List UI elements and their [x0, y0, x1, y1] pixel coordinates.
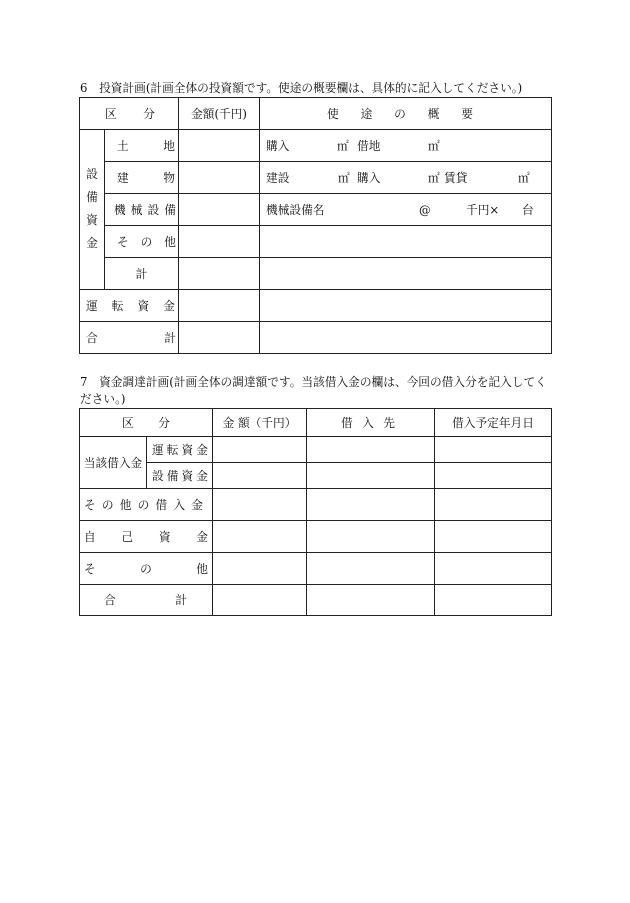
machinery-usage-name: 機械設備名 [266, 202, 325, 217]
funding-header-date-cell [434, 408, 552, 437]
other-funding-amount-cell [212, 552, 307, 585]
header-usage-cell [259, 97, 552, 130]
land-usage-cell [259, 129, 552, 162]
machinery-amount-cell [178, 193, 260, 226]
working-capital-label: 運 転 資 金 [86, 298, 175, 313]
land-usage-unit-sqm: ㎡ [337, 138, 349, 153]
equipment-subtotal-usage-cell [259, 257, 552, 290]
funding-header-amount-cell [212, 408, 307, 437]
machinery-usage-unit-count: 台 [522, 202, 534, 217]
own-funds-date-cell [434, 520, 552, 553]
building-label: 建 物 [117, 170, 175, 185]
land-usage-lease: 借地 [357, 138, 381, 153]
current-loan-working-capital-amount-cell [212, 436, 307, 463]
land-usage-purchase: 購入 [266, 138, 290, 153]
funding-header-category-label: 区 分 [122, 415, 170, 430]
equipment-funds-group-cell [79, 129, 105, 290]
equipment-funds-label: 設 備 資 金 [86, 167, 98, 250]
funding-total-date-cell [434, 584, 552, 616]
other-funding-label-cell [79, 552, 213, 585]
current-loan-equipment-funds-amount-cell [212, 462, 307, 489]
other-loans-date-cell [434, 488, 552, 521]
building-usage-cell [259, 161, 552, 194]
funding-total-amount-cell [212, 584, 307, 616]
land-usage-unit-sqm-2: ㎡ [428, 138, 440, 153]
header-category-cell [79, 97, 179, 130]
building-usage-rent: 賃貸 [444, 170, 468, 185]
section-6-heading: 6 投資計画(計画全体の投資額です。使途の概要欄は、具体的に記入してください。) [80, 81, 523, 95]
other-funding-date-cell [434, 552, 552, 585]
other-equipment-label: そ の 他 [117, 234, 176, 249]
current-loan-working-capital-lender-cell [306, 436, 435, 463]
funding-total-label: 合 計 [104, 593, 187, 607]
current-loan-label: 当該借入金 [83, 455, 143, 470]
other-equipment-amount-cell [178, 225, 260, 258]
equipment-subtotal-label-cell [104, 257, 179, 290]
funding-header-lender-cell [306, 408, 435, 437]
other-loans-amount-cell [212, 488, 307, 521]
other-loans-label-cell [79, 488, 213, 521]
section-7-heading-line-2: ださい。) [80, 392, 126, 406]
investment-total-usage-cell [259, 321, 552, 354]
other-funding-lender-cell [306, 552, 435, 585]
equipment-subtotal-amount-cell [178, 257, 260, 290]
building-usage-construction: 建設 [266, 170, 290, 185]
funding-header-date-label: 借入予定年月日 [452, 415, 534, 430]
land-label: 土 地 [117, 138, 175, 153]
other-equipment-label-cell [104, 225, 179, 258]
current-loan-working-capital-date-cell [434, 436, 552, 463]
header-amount-cell [178, 97, 260, 130]
equipment-subtotal-label: 計 [135, 266, 148, 281]
funding-total-label-cell [79, 584, 213, 616]
current-loan-equipment-funds-cell [146, 462, 213, 489]
working-capital-usage-cell [259, 289, 552, 322]
funding-total-lender-cell [306, 584, 435, 616]
building-usage-unit-sqm: ㎡ [338, 170, 350, 185]
working-capital-label-cell [79, 289, 179, 322]
other-funding-label: そ の 他 [84, 561, 208, 576]
machinery-label: 機 械 設 備 [114, 202, 176, 217]
funding-header-lender-label: 借 入 先 [341, 415, 395, 430]
other-equipment-usage-cell [259, 225, 552, 258]
header-category-label: 区 分 [105, 106, 155, 121]
current-loan-group-cell [79, 436, 147, 489]
machinery-usage-at-sign: @ [419, 202, 431, 217]
machinery-label-cell [104, 193, 179, 226]
header-amount-label: 金額(千円) [191, 106, 247, 121]
funding-header-amount-label: 金 額（千円） [222, 415, 297, 430]
investment-total-amount-cell [178, 321, 260, 354]
investment-total-label: 合 計 [86, 330, 176, 345]
building-usage-unit-sqm-2: ㎡ [428, 170, 440, 185]
own-funds-label-cell [79, 520, 213, 553]
header-usage-label: 使 途 の 概 要 [327, 106, 473, 121]
own-funds-amount-cell [212, 520, 307, 553]
building-usage-unit-sqm-3: ㎡ [518, 170, 530, 185]
machinery-usage-cell [259, 193, 552, 226]
own-funds-label: 自 己 資 金 [84, 529, 208, 544]
current-loan-working-capital-label: 運 転 資 金 [152, 442, 208, 457]
other-loans-lender-cell [306, 488, 435, 521]
funding-header-category-cell [79, 408, 213, 437]
machinery-usage-unit-price: 千円× [466, 202, 500, 217]
current-loan-equipment-funds-lender-cell [306, 462, 435, 489]
current-loan-equipment-funds-date-cell [434, 462, 552, 489]
building-label-cell [104, 161, 179, 194]
working-capital-amount-cell [178, 289, 260, 322]
own-funds-lender-cell [306, 520, 435, 553]
current-loan-equipment-funds-label: 設 備 資 金 [152, 468, 208, 483]
land-amount-cell [178, 129, 260, 162]
investment-total-label-cell [79, 321, 179, 354]
section-7-heading-line-1: 7 資金調達計画(計画全体の調達額です。当該借入金の欄は、今回の借入分を記入してく [80, 375, 547, 389]
current-loan-working-capital-cell [146, 436, 213, 463]
building-amount-cell [178, 161, 260, 194]
land-label-cell [104, 129, 179, 162]
other-loans-label: そ の 他 の 借 入 金 [84, 497, 203, 512]
building-usage-purchase: 購入 [357, 170, 381, 185]
